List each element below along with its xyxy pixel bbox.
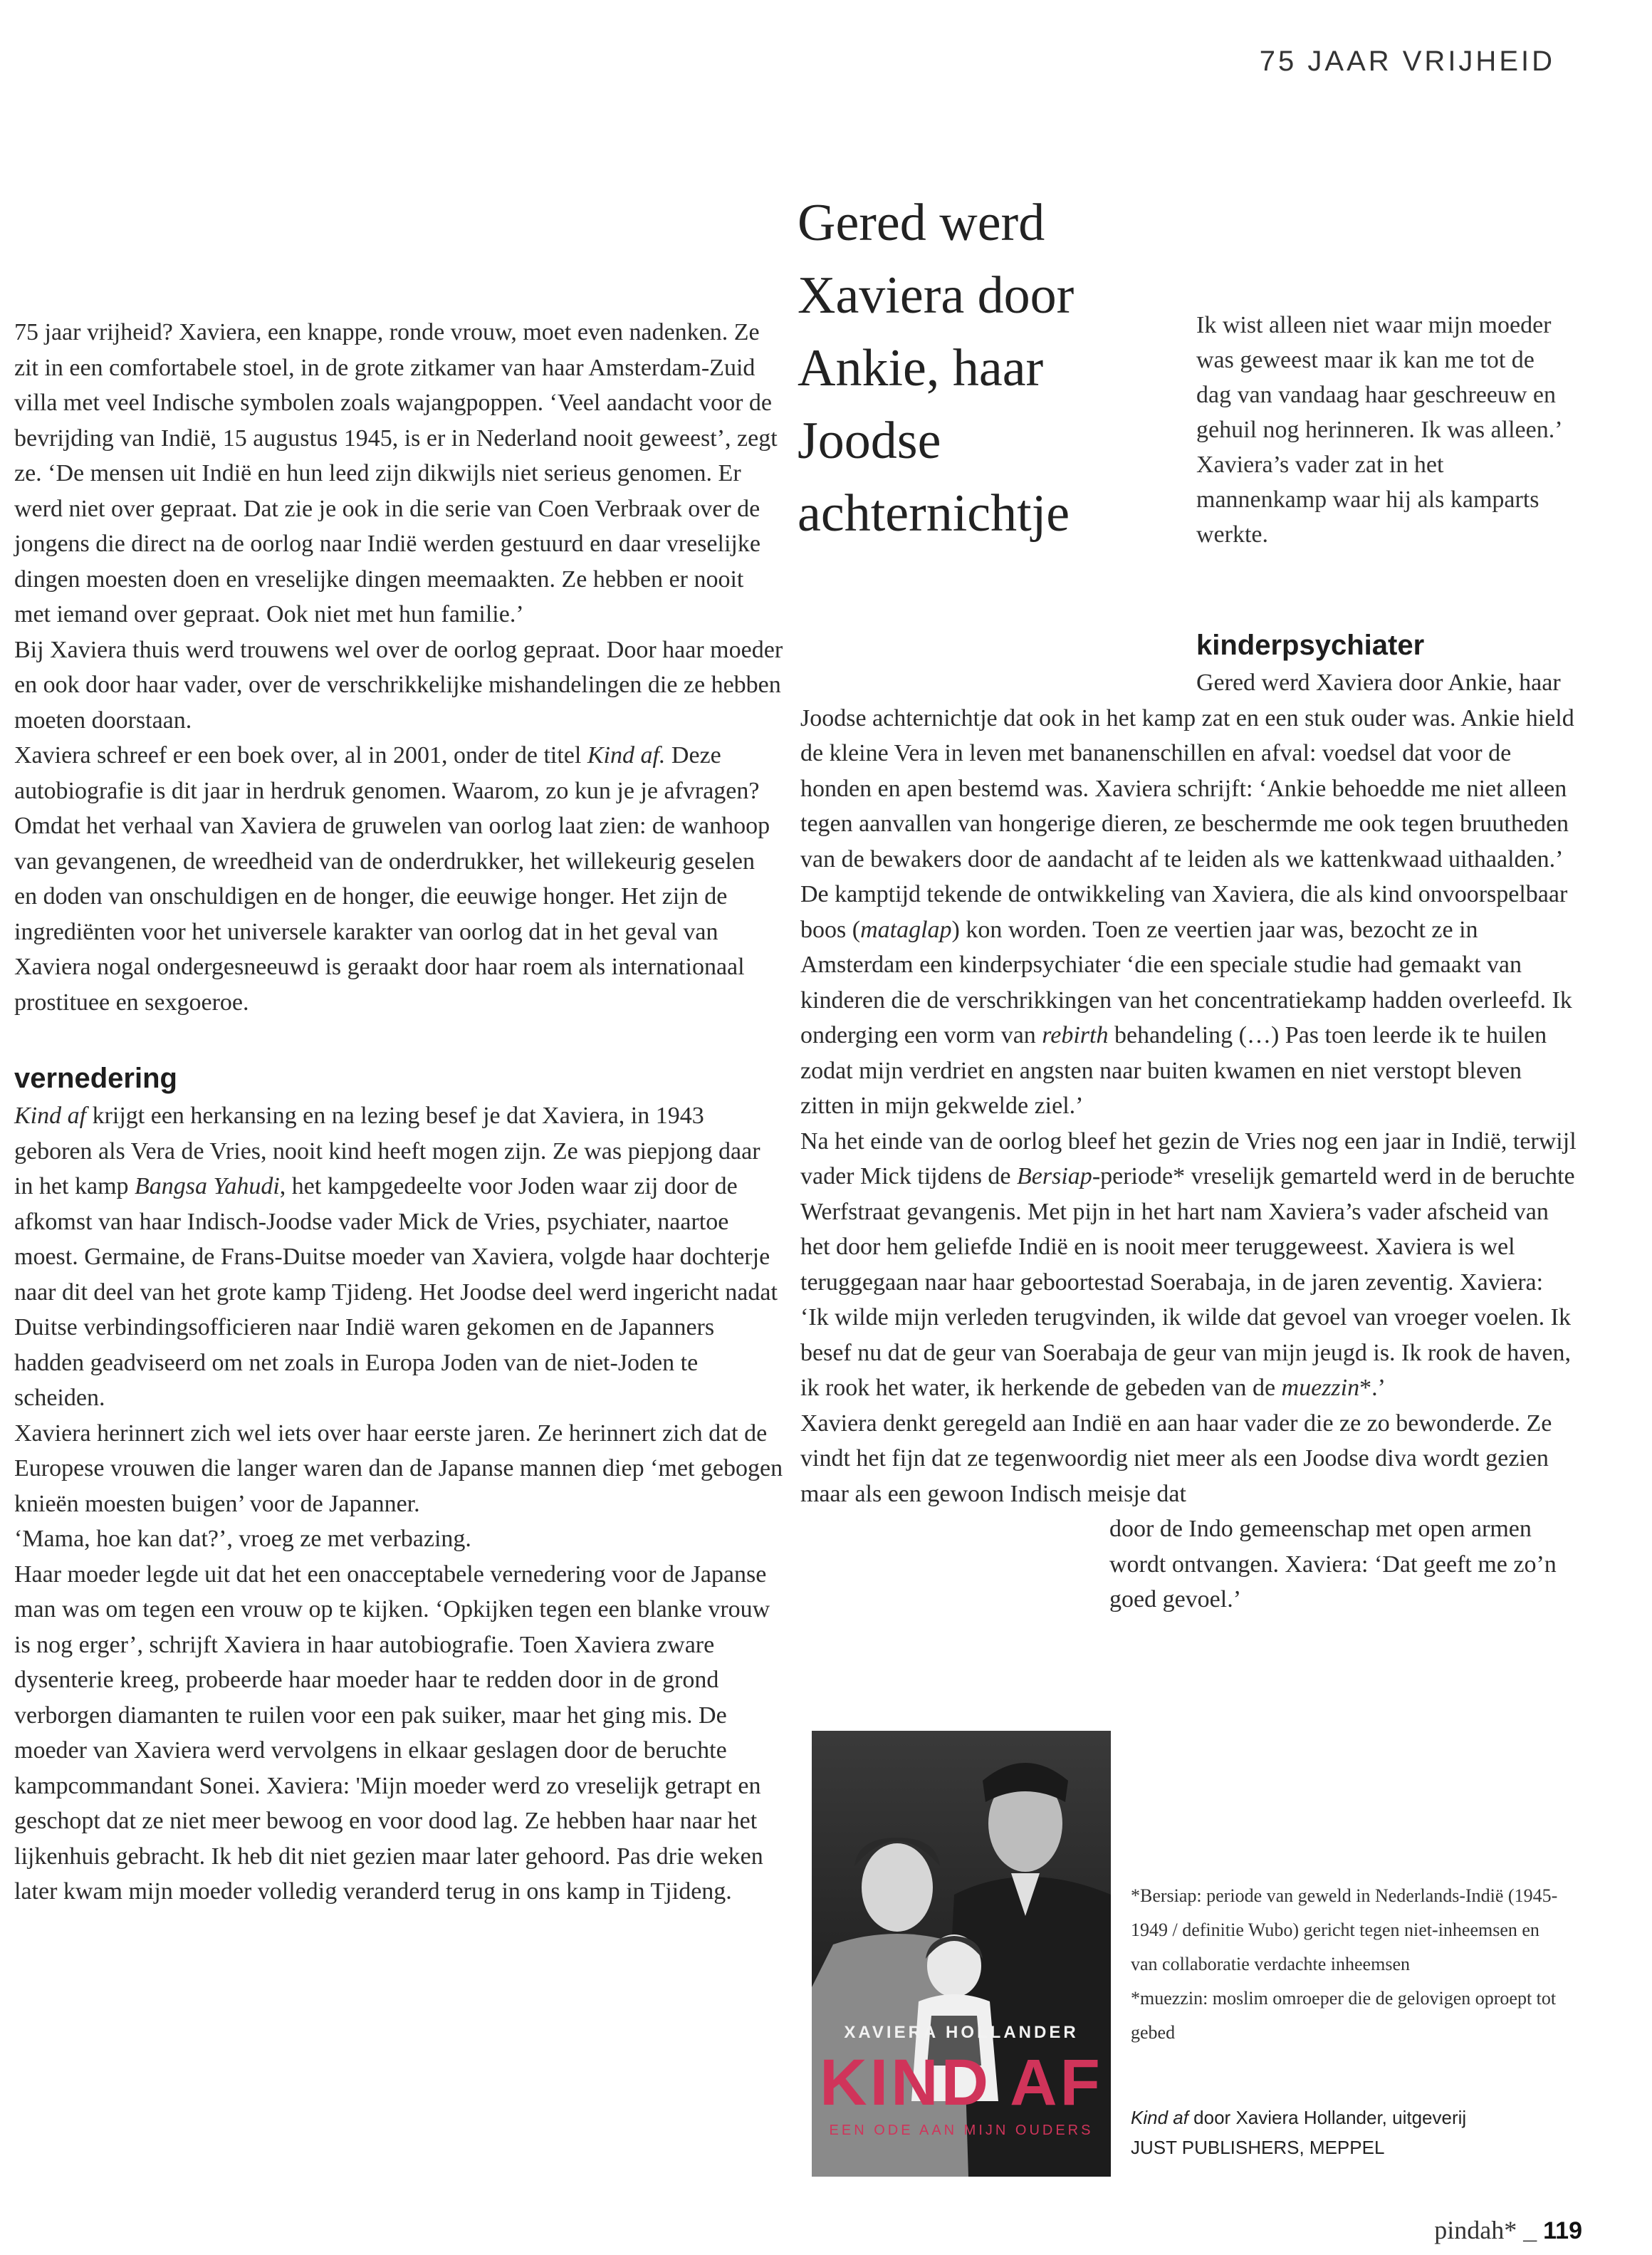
caption-text: door Xaviera Hollander, uitgeverij: [1188, 2107, 1467, 2128]
caption-line: [1131, 2103, 1586, 2132]
footnotes: [1131, 1879, 1558, 2050]
caption-book-title: Kind af: [1131, 2107, 1188, 2128]
page-number: 119: [1543, 2217, 1582, 2244]
section-label: 75 JAAR VRIJHEID: [1259, 46, 1555, 77]
camp-name-italic: Bangsa Yahudi: [135, 1173, 280, 1199]
paragraph: Haar moeder legde uit dat het een onacceptabele vernedering voor de Japanse man was om tegen een vrouw op te kijken. ‘Opkijken tegen een blanke vrouw is nog erger’, schrijft Xaviera in haar autobiografie. Toen Xaviera zware dysenterie kreeg, probeerde haar moeder haar te redden door in de grond verborgen diamanten te ruilen voor een pak suiker, maar het ging mis. De moeder van Xaviera werd vervolgens in elkaar geslagen door de beruchte kampcommandant Sonei. Xaviera: 'Mijn moeder werd zo vreselijk getrapt en geschopt dat ze niet meer bewoog en voor dood lag. Ze hebben haar naar het lijkenhuis gebracht. Ik heb dit niet gezien maar later gehoord. Pas drie weken later kwam mijn moeder volledig veranderd terug in ons kamp in Tjideng.: [14, 1561, 770, 1905]
subheading-kinderpsychiater: kinderpsychiater: [1196, 630, 1425, 661]
paragraph: 75 jaar vrijheid? Xaviera, een knappe, ronde vrouw, moet even nadenken. Ze zit in een comfortabele stoel, in de grote zitkamer van haar Amsterdam-Zuid villa met veel Indische symbolen zoals wajangpoppen. ‘Veel aandacht voor de bevrijding van Indië, 15 augustus 1945, is er in Nederland nooit geweest’, zegt ze. ‘De mensen uit Indië en hun leed zijn dikwijls niet serieus genomen. Er werd niet over gepraat. Dat zie je ook in die serie van Coen Verbraak over de jongens die direct na de oorlog naar Indië werden gestuurd en daar vreselijke dingen moesten doen en vreselijke dingen meemaakten. Ze hebben er nooit met iemand over gepraat. Ook niet met hun familie.’: [14, 319, 778, 627]
paragraph: Bij Xaviera thuis werd trouwens wel over de oorlog gepraat. Door haar moeder en ook door haar vader, over de verschrikkelijke mishandelingen die ze hebben moeten doorstaan.: [14, 636, 783, 734]
book-cover-image: [812, 1731, 1111, 2177]
text-run: Xaviera schreef er een boek over, al in 2001, onder de titel: [14, 742, 587, 769]
left-column: [14, 315, 783, 1910]
paragraph: [800, 1124, 1577, 1406]
footnote-muezzin: *muezzin: moslim omroeper die de gelovigen oproept tot gebed: [1131, 1988, 1557, 2043]
book-title: KIND AF: [820, 2046, 1103, 2119]
caption-publisher: JUST PUBLISHERS, MEPPEL: [1131, 2137, 1385, 2158]
text-run: -periode* vreselijk gemarteld werd in de beruchte Werfstraat gevangenis. Met pijn in het hart nam Xaviera’s vader afscheid van het door hem geliefde Indië en is nooit meer teruggeweest. Xaviera is wel teruggegaan naar haar geboortestad Soerabaja, in de jaren zeventig. Xaviera: ‘Ik wilde mijn verleden terugvinden, ik wilde dat gevoel van vroeger voelen. Ik besef nu dat de geur van Soerabaja de geur van mijn jeugd is. Ik rook de haven, ik rook het water, ik herkende de gebeden van de: [800, 1163, 1575, 1401]
term-italic: muezzin: [1281, 1375, 1360, 1401]
article-headline: Gered werd Xaviera door Ankie, haar Joodse achternichtje: [798, 194, 1075, 543]
book-title-italic: Kind af.: [587, 742, 666, 769]
text-run: ) kon worden. Toen ze veertien jaar was, bezocht ze in Amsterdam een kinderpsychiater ‘die een speciale studie had gemaakt van kinderen die de verschrikkingen van het concentratiekamp hadden overleefd. Ik onderging een vorm van: [800, 916, 1572, 1048]
footer-separator: _: [1523, 2217, 1537, 2244]
paragraph: Xaviera herinnert zich wel iets over haar eerste jaren. Ze herinnert zich dat de Europese vrouwen die langer waren dan de Japanse mannen diep ‘met gebogen knieën moesten buigen’ voor de Japanner.: [14, 1420, 783, 1517]
magazine-name: pindah*: [1434, 2216, 1517, 2244]
term-italic: Bersiap: [1017, 1163, 1092, 1189]
paragraph: [14, 1098, 783, 1416]
page-footer: [1434, 2215, 1582, 2245]
term-italic: rebirth: [1042, 1022, 1109, 1048]
paragraph: [800, 877, 1577, 1124]
text-run: Na het einde van de oorlog bleef het gezin de Vries nog een jaar in Indië, terwijl vader Mick tijdens de: [800, 1128, 1577, 1189]
text-run: , het kampgedeelte voor Joden waar zij door de afkomst van haar Indisch-Joodse vader Mick de Vries, psychiater, naartoe moest. Germaine, de Frans-Duitse moeder van Xaviera, volgde haar dochterje naar dit deel van het grote kamp Tjideng. Het Joodse deel werd ingericht nadat Duitse verbindingsofficieren naar Indië waren gekomen en de Japanners hadden geadviseerd om net zoals in Europa Joden van de niet-Joden te scheiden.: [14, 1173, 778, 1411]
pull-quote: Ik wist alleen niet waar mijn moeder was geweest maar ik kan me tot de dag van vandaag haar geschreeuw en gehuil nog herinneren. Ik was alleen.’ Xaviera’s vader zat in het mannenkamp waar hij als kamparts werkte.: [1196, 312, 1562, 548]
paragraph: ‘Mama, hoe kan dat?’, vroeg ze met verbazing.: [14, 1526, 471, 1552]
book-caption: [1131, 2103, 1586, 2162]
paragraph: door de Indo gemeenschap met open armen wordt ontvangen. Xaviera: ‘Dat geeft me zo’n goed gevoel.’: [1109, 1516, 1557, 1613]
paragraph: Xaviera denkt geregeld aan Indië en aan haar vader die ze zo bewonderde. Ze vindt het fijn dat ze tegenwoordig niet meer als een Joodse diva wordt gezien maar als een gewoon Indisch meisje dat: [800, 1410, 1552, 1507]
paragraph: [14, 738, 783, 1020]
subheading-vernedering: vernedering: [14, 1063, 177, 1094]
term-italic: mataglap: [860, 916, 952, 943]
text-run: Deze autobiografie is dit jaar in herdruk genomen. Waarom, zo kun je je afvragen? Omdat het verhaal van Xaviera de gruwelen van oorlog laat zien: de wanhoop van gevangenen, de wreedheid van de onderdrukker, het willekeurig geselen en doden van onschuldigen en de honger, die eeuwige honger. Het zijn de ingrediënten voor het universele karakter van oorlog dat in het geval van Xaviera nogal ondergesneeuwd is geraakt door haar roem als internationaal prostituee en sexgoeroe.: [14, 742, 770, 1016]
text-run: behandeling (…) Pas toen leerde ik te huilen zodat mijn verdriet en angsten naar buiten kwamen en niet verstopt bleven zitten in mijn gekwelde ziel.’: [800, 1022, 1547, 1119]
paragraph: Gered werd Xaviera door Ankie, haar Joodse achternichtje dat ook in het kamp zat en een stuk ouder was. Ankie hield de kleine Vera in leven met bananenschillen en afval: voedsel dat voor de honden en apen bestemd was. Xaviera schrijft: ‘Ankie behoedde me niet alleen tegen aanvallen van hongerige dieren, ze beschermde me ook tegen bruutheden van de bewakers door de aandacht af te leiden als we kattenkwaad uithaalden.’: [800, 670, 1574, 873]
text-run: krijgt een herkansing en na lezing besef je dat Xaviera, in 1943 geboren als Vera de Vries, nooit kind heeft mogen zijn. Ze was piepjong daar in het kamp: [14, 1103, 760, 1199]
text-run: De kamptijd tekende de ontwikkeling van Xaviera, die als kind onvoorspelbaar boos (: [800, 881, 1568, 943]
book-subtitle: EEN ODE AAN MIJN OUDERS: [829, 2123, 1094, 2138]
right-column: [800, 625, 1577, 1618]
book-title-italic: Kind af: [14, 1103, 87, 1129]
book-author: XAVIERA HOLLANDER: [844, 2023, 1079, 2042]
text-run: *.’: [1359, 1375, 1386, 1401]
footnote-bersiap: *Bersiap: periode van geweld in Nederlands-Indië (1945-1949 / definitie Wubo) gericht tegen niet-inheemsen en van collaboratie verdachte inheemsen: [1131, 1885, 1558, 1974]
